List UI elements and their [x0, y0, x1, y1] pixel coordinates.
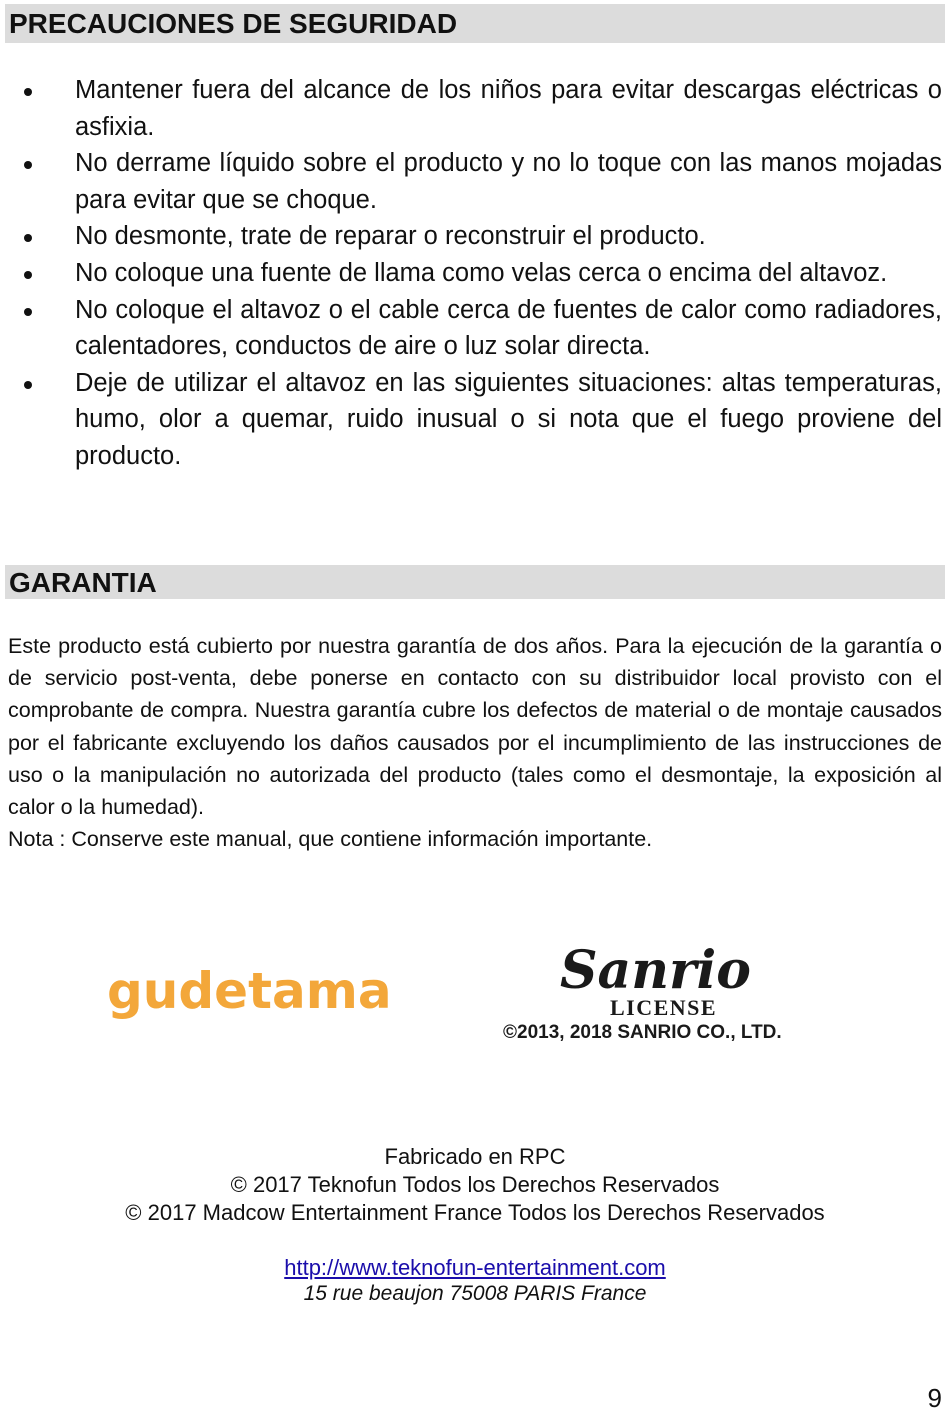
bullet-icon [24, 381, 32, 389]
gudetama-logo [105, 958, 405, 1038]
sanrio-copyright: ©2013, 2018 SANRIO CO., LTD. [503, 1022, 782, 1043]
license-label: LICENSE [610, 995, 718, 1020]
warranty-note: Nota : Conserve este manual, que contiene información importante. [8, 827, 653, 852]
bullet-icon [24, 271, 32, 279]
copyright-madcow: © 2017 Madcow Entertainment France Todos los Derechos Reservados [125, 1200, 825, 1225]
safety-item: No desmonte, trate de reparar o reconstruir el producto. [24, 218, 942, 255]
sanrio-license-logo [500, 930, 845, 1045]
warranty-body: Este producto está cubierto por nuestra garantía de dos años. Para la ejecución de la garantía o de servicio post-venta, debe ponerse en contacto con su distribuidor local provisto con el comprobante de compra. Nuestra garantía cubre los defectos de material o de montaje causados por el fabricante excluyendo los daños causados por el incumplimiento de las instrucciones de uso o la manipulación no autorizada del producto (tales como el desmontaje, la exposición al calor o la humedad). [8, 634, 942, 820]
gudetama-wordmark: gudetama [107, 962, 392, 1020]
safety-item: No derrame líquido sobre el producto y no lo toque con las manos mojadas para evitar que se choque. [24, 145, 942, 218]
safety-list [24, 72, 942, 475]
safety-item: No coloque el altavoz o el cable cerca de fuentes de calor como radiadores, calentadores, conductos de aire o luz solar directa. [24, 292, 942, 365]
bullet-icon [24, 308, 32, 316]
warranty-text [8, 630, 942, 855]
warranty-heading: GARANTIA [5, 565, 945, 599]
made-in-text: Fabricado en RPC [384, 1144, 566, 1169]
address-text: 15 rue beaujon 75008 PARIS France [303, 1282, 647, 1305]
safety-item: No coloque una fuente de llama como velas cerca o encima del altavoz. [24, 255, 942, 292]
safety-heading: PRECAUCIONES DE SEGURIDAD [5, 4, 945, 43]
website-link[interactable]: http://www.teknofun-entertainment.com [284, 1255, 666, 1280]
safety-item: Mantener fuera del alcance de los niños para evitar descargas eléctricas o asfixia. [24, 72, 942, 145]
copyright-teknofun: © 2017 Teknofun Todos los Derechos Reservados [230, 1172, 720, 1197]
bullet-icon [24, 234, 32, 242]
page-number: 9 [927, 1383, 942, 1413]
bullet-icon [24, 88, 32, 96]
sanrio-wordmark: Sanrio [560, 940, 751, 1001]
safety-item: Deje de utilizar el altavoz en las siguientes situaciones: altas temperaturas, humo, olor a quemar, ruido inusual o si nota que el fuego proviene del producto. [24, 365, 942, 475]
bullet-icon [24, 161, 32, 169]
